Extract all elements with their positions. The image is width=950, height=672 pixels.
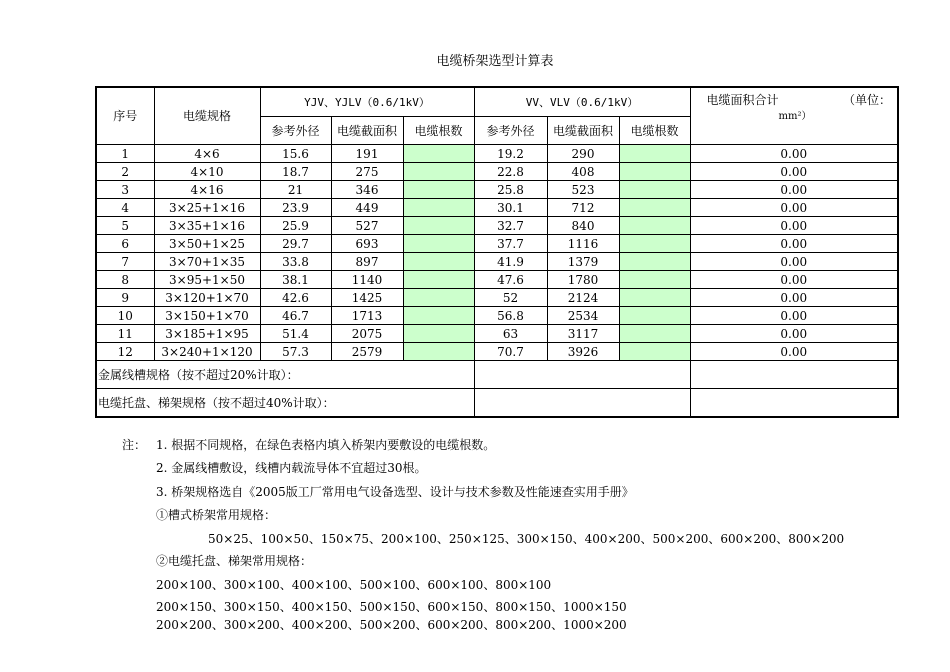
yjv-cross-section: 1425 (331, 289, 403, 307)
header-cable-count: 电缆根数 (619, 117, 690, 145)
row-number: 10 (96, 307, 154, 325)
vv-cross-section: 712 (547, 199, 619, 217)
yjv-cross-section: 1140 (331, 271, 403, 289)
sheet-title: 电缆桥架选型计算表 (436, 54, 554, 69)
header-total-unit: （单位： (842, 93, 891, 107)
yjv-cross-section: 275 (331, 163, 403, 181)
yjv-cross-section: 191 (331, 145, 403, 163)
table-row (96, 181, 898, 199)
area-total: 0.00 (690, 271, 898, 289)
area-total: 0.00 (690, 217, 898, 235)
area-total: 0.00 (690, 289, 898, 307)
header-cable-count: 电缆根数 (403, 117, 474, 145)
vv-outer-diameter: 37.7 (474, 235, 547, 253)
row-number: 8 (96, 271, 154, 289)
notes-label: 注： (122, 438, 147, 452)
yjv-cable-count-input[interactable] (403, 253, 474, 271)
trough-spec-label: 金属线槽规格（按不超过20%计取）： (96, 361, 474, 389)
row-number: 6 (96, 235, 154, 253)
yjv-cable-count-input[interactable] (403, 235, 474, 253)
yjv-cable-count-input[interactable] (403, 325, 474, 343)
note-3: 3. 桥架规格选自《2005版工厂常用电气设备选型、设计与技术参数及性能速查实用手册》 (156, 485, 634, 499)
note-trough-heading: ①槽式桥架常用规格： (156, 508, 277, 522)
row-number: 11 (96, 325, 154, 343)
row-number: 12 (96, 343, 154, 361)
yjv-outer-diameter: 21 (260, 181, 331, 199)
yjv-cable-count-input[interactable] (403, 307, 474, 325)
trough-spec-value[interactable] (690, 361, 898, 389)
header-spec: 电缆规格 (154, 87, 260, 145)
header-total-label: 电缆面积合计 (706, 93, 779, 107)
yjv-cross-section: 693 (331, 235, 403, 253)
yjv-outer-diameter: 46.7 (260, 307, 331, 325)
vv-cable-count-input[interactable] (619, 307, 690, 325)
header-total-unit-mm: mm²） (778, 111, 812, 122)
yjv-cable-count-input[interactable] (403, 163, 474, 181)
yjv-cable-count-input[interactable] (403, 181, 474, 199)
cable-spec: 4×16 (154, 181, 260, 199)
note-tray-sizes-150: 200×150、300×150、400×150、500×150、600×150、800×150、1000×150 (156, 600, 627, 614)
tray-spec-label: 电缆托盘、梯架规格（按不超过40%计取）： (96, 389, 474, 418)
cable-spec: 3×50+1×25 (154, 235, 260, 253)
table-row (96, 325, 898, 343)
cable-spec: 3×25+1×16 (154, 199, 260, 217)
table-row (96, 163, 898, 181)
cable-spec: 3×70+1×35 (154, 253, 260, 271)
area-total: 0.00 (690, 307, 898, 325)
yjv-outer-diameter: 23.9 (260, 199, 331, 217)
yjv-cable-count-input[interactable] (403, 343, 474, 361)
vv-cable-count-input[interactable] (619, 289, 690, 307)
yjv-cross-section: 1713 (331, 307, 403, 325)
trough-spec-value-vv[interactable] (474, 361, 690, 389)
table-row (96, 199, 898, 217)
vv-cable-count-input[interactable] (619, 235, 690, 253)
vv-cross-section: 1116 (547, 235, 619, 253)
vv-outer-diameter: 41.9 (474, 253, 547, 271)
area-total: 0.00 (690, 253, 898, 271)
table-row (96, 343, 898, 361)
vv-outer-diameter: 19.2 (474, 145, 547, 163)
row-number: 1 (96, 145, 154, 163)
vv-outer-diameter: 32.7 (474, 217, 547, 235)
vv-cable-count-input[interactable] (619, 271, 690, 289)
note-tray-sizes-100: 200×100、300×100、400×100、500×100、600×100、800×100 (156, 578, 552, 592)
vv-cable-count-input[interactable] (619, 253, 690, 271)
vv-cross-section: 2534 (547, 307, 619, 325)
yjv-outer-diameter: 33.8 (260, 253, 331, 271)
vv-outer-diameter: 47.6 (474, 271, 547, 289)
cable-spec: 4×6 (154, 145, 260, 163)
vv-cable-count-input[interactable] (619, 181, 690, 199)
header-outer-diameter: 参考外径 (474, 117, 547, 145)
cable-spec: 3×185+1×95 (154, 325, 260, 343)
row-number: 4 (96, 199, 154, 217)
table-row (96, 253, 898, 271)
area-total: 0.00 (690, 325, 898, 343)
table-row (96, 307, 898, 325)
yjv-cable-count-input[interactable] (403, 145, 474, 163)
note-tray-sizes-200: 200×200、300×200、400×200、500×200、600×200、800×200、1000×200 (156, 618, 627, 632)
tray-spec-value[interactable] (690, 389, 898, 418)
row-number: 2 (96, 163, 154, 181)
vv-cross-section: 3117 (547, 325, 619, 343)
header-seq: 序号 (96, 87, 154, 145)
vv-cross-section: 2124 (547, 289, 619, 307)
yjv-cable-count-input[interactable] (403, 199, 474, 217)
vv-cable-count-input[interactable] (619, 145, 690, 163)
cable-spec: 3×240+1×120 (154, 343, 260, 361)
vv-outer-diameter: 63 (474, 325, 547, 343)
vv-cross-section: 523 (547, 181, 619, 199)
cable-tray-table (95, 86, 899, 418)
yjv-cross-section: 2579 (331, 343, 403, 361)
vv-outer-diameter: 25.8 (474, 181, 547, 199)
area-total: 0.00 (690, 145, 898, 163)
note-tray-heading: ②电缆托盘、梯架常用规格： (156, 554, 313, 568)
area-total: 0.00 (690, 343, 898, 361)
vv-cable-count-input[interactable] (619, 325, 690, 343)
row-number: 3 (96, 181, 154, 199)
yjv-cable-count-input[interactable] (403, 289, 474, 307)
yjv-outer-diameter: 29.7 (260, 235, 331, 253)
vv-outer-diameter: 22.8 (474, 163, 547, 181)
vv-outer-diameter: 70.7 (474, 343, 547, 361)
area-total: 0.00 (690, 199, 898, 217)
cable-spec: 3×150+1×70 (154, 307, 260, 325)
yjv-outer-diameter: 15.6 (260, 145, 331, 163)
header-group-vv: VV、VLV（0.6/1kV） (474, 87, 690, 117)
table-row (96, 235, 898, 253)
area-total: 0.00 (690, 163, 898, 181)
tray-spec-value-vv[interactable] (474, 389, 690, 418)
yjv-outer-diameter: 18.7 (260, 163, 331, 181)
row-number: 9 (96, 289, 154, 307)
row-number: 5 (96, 217, 154, 235)
vv-cable-count-input[interactable] (619, 217, 690, 235)
vv-cross-section: 290 (547, 145, 619, 163)
yjv-outer-diameter: 42.6 (260, 289, 331, 307)
note-1: 1. 根据不同规格，在绿色表格内填入桥架内要敷设的电缆根数。 (156, 438, 496, 452)
area-total: 0.00 (690, 181, 898, 199)
cable-spec: 4×10 (154, 163, 260, 181)
cable-spec: 3×35+1×16 (154, 217, 260, 235)
header-outer-diameter: 参考外径 (260, 117, 331, 145)
yjv-cable-count-input[interactable] (403, 271, 474, 289)
vv-cross-section: 1780 (547, 271, 619, 289)
header-total (690, 87, 898, 145)
vv-cable-count-input[interactable] (619, 343, 690, 361)
table-row (96, 145, 898, 163)
cable-spec: 3×95+1×50 (154, 271, 260, 289)
yjv-outer-diameter: 25.9 (260, 217, 331, 235)
header-group-yjv: YJV、YJLV（0.6/1kV） (260, 87, 474, 117)
cable-spec: 3×120+1×70 (154, 289, 260, 307)
vv-outer-diameter: 52 (474, 289, 547, 307)
row-number: 7 (96, 253, 154, 271)
area-total: 0.00 (690, 235, 898, 253)
header-cross-section: 电缆截面积 (331, 117, 403, 145)
vv-outer-diameter: 30.1 (474, 199, 547, 217)
yjv-outer-diameter: 57.3 (260, 343, 331, 361)
yjv-cross-section: 2075 (331, 325, 403, 343)
yjv-cross-section: 346 (331, 181, 403, 199)
vv-outer-diameter: 56.8 (474, 307, 547, 325)
yjv-outer-diameter: 38.1 (260, 271, 331, 289)
table-row (96, 271, 898, 289)
vv-cross-section: 408 (547, 163, 619, 181)
table-row (96, 289, 898, 307)
yjv-cross-section: 897 (331, 253, 403, 271)
vv-cross-section: 3926 (547, 343, 619, 361)
header-cross-section: 电缆截面积 (547, 117, 619, 145)
vv-cable-count-input[interactable] (619, 163, 690, 181)
yjv-outer-diameter: 51.4 (260, 325, 331, 343)
table-body (96, 145, 898, 361)
vv-cable-count-input[interactable] (619, 199, 690, 217)
table-row (96, 217, 898, 235)
yjv-cross-section: 527 (331, 217, 403, 235)
vv-cross-section: 1379 (547, 253, 619, 271)
vv-cross-section: 840 (547, 217, 619, 235)
note-trough-sizes: 50×25、100×50、150×75、200×100、250×125、300×150、400×200、500×200、600×200、800×200 (208, 532, 845, 546)
note-2: 2. 金属线槽敷设，线槽内载流导体不宜超过30根。 (156, 461, 427, 475)
yjv-cross-section: 449 (331, 199, 403, 217)
yjv-cable-count-input[interactable] (403, 217, 474, 235)
